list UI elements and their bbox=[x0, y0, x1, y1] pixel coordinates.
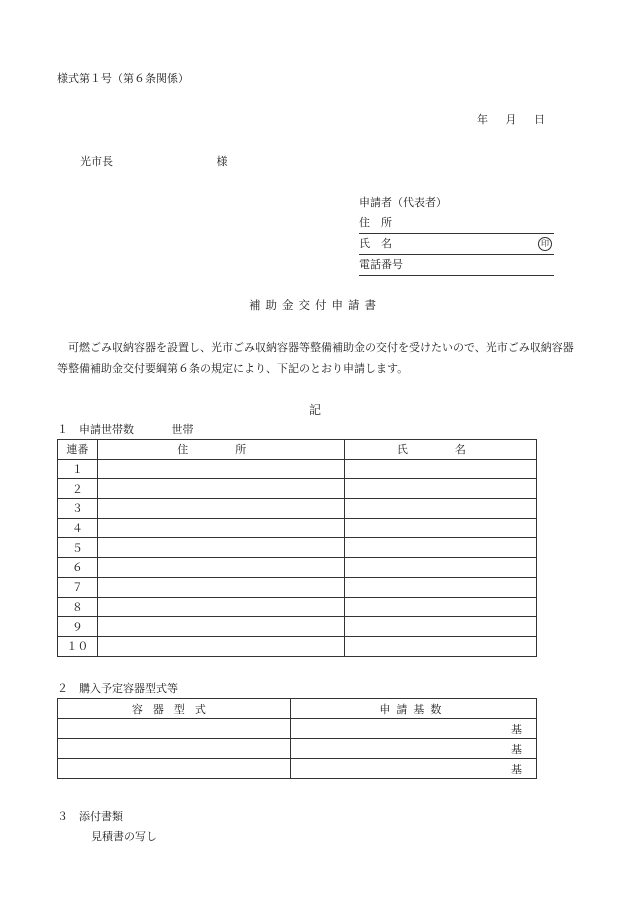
quantity-unit: 基 bbox=[511, 762, 522, 776]
section1-label: １ 申請世帯数 bbox=[57, 423, 134, 436]
table-row bbox=[58, 479, 537, 499]
address-cell[interactable] bbox=[97, 636, 344, 656]
table-row bbox=[58, 459, 537, 479]
applicant-phone-label: 電話番号 bbox=[359, 258, 403, 271]
row-number: ７ bbox=[58, 577, 98, 597]
table-row bbox=[58, 759, 537, 779]
applicant-name-field[interactable] bbox=[359, 234, 554, 255]
address-cell[interactable] bbox=[97, 479, 344, 499]
table-row bbox=[58, 597, 537, 617]
row-number: ４ bbox=[58, 518, 98, 538]
row-number: ６ bbox=[58, 558, 98, 578]
household-table-header bbox=[58, 440, 537, 460]
name-cell[interactable] bbox=[344, 538, 536, 558]
body-text: 可燃ごみ収納容器を設置し、光市ごみ収納容器等整備補助金の交付を受けたいので、光市ごみ収納容器等整備補助金交付要綱第６条の規定により、下記のとおり申請します。 bbox=[57, 341, 574, 375]
quantity-unit: 基 bbox=[511, 742, 522, 756]
col-header-number: 連番 bbox=[58, 440, 98, 460]
address-cell[interactable] bbox=[97, 558, 344, 578]
table-row bbox=[58, 518, 537, 538]
date-line bbox=[477, 111, 559, 127]
address-cell[interactable] bbox=[97, 518, 344, 538]
addressee-honorific: 様 bbox=[216, 155, 228, 168]
date-month: 月 bbox=[505, 113, 517, 126]
applicant-address-label: 住 所 bbox=[359, 216, 392, 229]
name-cell[interactable] bbox=[344, 617, 536, 637]
applicant-block bbox=[359, 193, 554, 276]
form-number: 様式第１号（第６条関係） bbox=[57, 72, 189, 85]
household-table bbox=[57, 439, 537, 657]
section3-heading: ３ 添付書類 bbox=[57, 810, 123, 823]
col-header-container-type: 容器型式 bbox=[58, 699, 291, 719]
name-cell[interactable] bbox=[344, 577, 536, 597]
container-type-cell[interactable] bbox=[58, 759, 291, 779]
row-number: ５ bbox=[58, 538, 98, 558]
quantity-cell[interactable] bbox=[290, 739, 536, 759]
name-cell[interactable] bbox=[344, 518, 536, 538]
container-type-cell[interactable] bbox=[58, 719, 291, 739]
applicant-name-label: 氏 名 bbox=[359, 237, 392, 250]
name-cell[interactable] bbox=[344, 636, 536, 656]
quantity-cell[interactable] bbox=[290, 719, 536, 739]
row-number: ９ bbox=[58, 617, 98, 637]
table-row bbox=[58, 617, 537, 637]
table-row bbox=[58, 538, 537, 558]
seal-icon: 印 bbox=[538, 237, 552, 251]
table-row bbox=[58, 719, 537, 739]
name-cell[interactable] bbox=[344, 499, 536, 519]
row-number: ８ bbox=[58, 597, 98, 617]
row-number: １０ bbox=[58, 636, 98, 656]
row-number: ２ bbox=[58, 479, 98, 499]
row-number: １ bbox=[58, 459, 98, 479]
quantity-cell[interactable] bbox=[290, 759, 536, 779]
document-title: 補助金交付申請書 bbox=[249, 298, 381, 312]
address-cell[interactable] bbox=[97, 577, 344, 597]
col-header-name: 氏 名 bbox=[344, 440, 536, 460]
date-year: 年 bbox=[477, 113, 488, 126]
table-row bbox=[58, 499, 537, 519]
table-row bbox=[58, 558, 537, 578]
address-cell[interactable] bbox=[97, 459, 344, 479]
row-number: ３ bbox=[58, 499, 98, 519]
table-row bbox=[58, 577, 537, 597]
applicant-phone-field[interactable] bbox=[359, 255, 554, 276]
name-cell[interactable] bbox=[344, 459, 536, 479]
section2-heading: ２ 購入予定容器型式等 bbox=[57, 682, 178, 695]
address-cell[interactable] bbox=[97, 597, 344, 617]
addressee bbox=[80, 153, 228, 169]
address-cell[interactable] bbox=[97, 538, 344, 558]
attachment-item: 見積書の写し bbox=[91, 830, 157, 843]
name-cell[interactable] bbox=[344, 597, 536, 617]
addressee-name: 光市長 bbox=[80, 155, 113, 168]
address-cell[interactable] bbox=[97, 499, 344, 519]
table-row bbox=[58, 636, 537, 656]
name-cell[interactable] bbox=[344, 558, 536, 578]
table-row bbox=[58, 739, 537, 759]
col-header-address: 住 所 bbox=[97, 440, 344, 460]
container-table-header bbox=[58, 699, 537, 719]
quantity-unit: 基 bbox=[511, 722, 522, 736]
container-table bbox=[57, 698, 537, 779]
container-type-cell[interactable] bbox=[58, 739, 291, 759]
applicant-address-field[interactable] bbox=[359, 213, 554, 234]
applicant-heading: 申請者（代表者） bbox=[359, 196, 447, 209]
date-day: 日 bbox=[534, 113, 545, 126]
section1-heading bbox=[57, 421, 194, 437]
household-count-unit: 世帯 bbox=[171, 423, 194, 436]
body-paragraph bbox=[57, 337, 582, 379]
address-cell[interactable] bbox=[97, 617, 344, 637]
name-cell[interactable] bbox=[344, 479, 536, 499]
ki-heading: 記 bbox=[308, 403, 321, 417]
col-header-quantity: 申請基数 bbox=[290, 699, 536, 719]
